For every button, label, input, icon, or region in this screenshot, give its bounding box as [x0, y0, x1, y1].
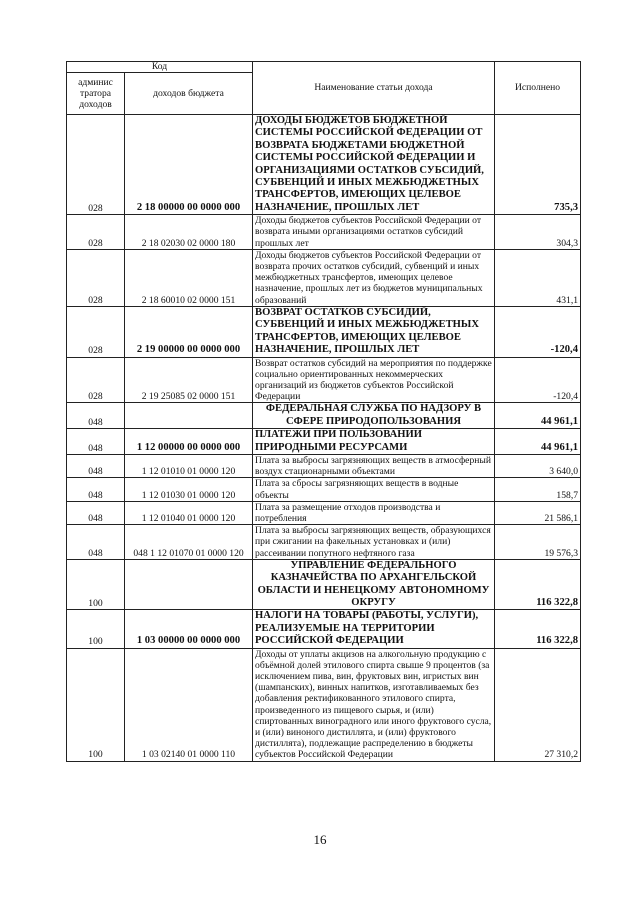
executed-value: 19 576,3 [495, 525, 581, 560]
item-name: Плата за выбросы загрязняющих веществ, образующихся при сжигании на факельных установках и (или) рассеивании попутного нефтяного газа [253, 525, 495, 560]
header-admin: админис тратора доходов [67, 73, 125, 115]
admin-code: 048 [67, 403, 125, 429]
income-code [125, 559, 253, 610]
table-row [67, 454, 581, 477]
income-code: 1 12 00000 00 0000 000 [125, 429, 253, 455]
header-name: Наименование статьи дохода [253, 62, 495, 115]
executed-value: 44 961,1 [495, 403, 581, 429]
item-name: ПЛАТЕЖИ ПРИ ПОЛЬЗОВАНИИ ПРИРОДНЫМИ РЕСУРСАМИ [253, 429, 495, 455]
executed-value: 3 640,0 [495, 454, 581, 477]
executed-value: 116 322,8 [495, 559, 581, 610]
admin-code: 048 [67, 454, 125, 477]
item-name: Доходы бюджетов субъектов Российской Федерации от возврата иными организациями остатков субсидий прошлых лет [253, 215, 495, 250]
executed-value: 431,1 [495, 249, 581, 306]
executed-value: 116 322,8 [495, 610, 581, 648]
income-code: 2 19 00000 00 0000 000 [125, 306, 253, 357]
income-code: 1 03 02140 01 0000 110 [125, 648, 253, 761]
table-row [67, 215, 581, 250]
executed-value: -120,4 [495, 357, 581, 403]
table-row [67, 559, 581, 610]
executed-value: 27 310,2 [495, 648, 581, 761]
table-row [67, 478, 581, 501]
table-row [67, 525, 581, 560]
income-code: 1 12 01010 01 0000 120 [125, 454, 253, 477]
item-name: Плата за сбросы загрязняющих веществ в водные объекты [253, 478, 495, 501]
income-code: 1 03 00000 00 0000 000 [125, 610, 253, 648]
admin-code: 100 [67, 648, 125, 761]
table-row [67, 501, 581, 524]
item-name: ВОЗВРАТ ОСТАТКОВ СУБСИДИЙ, СУБВЕНЦИЙ И ИНЫХ МЕЖБЮДЖЕТНЫХ ТРАНСФЕРТОВ, ИМЕЮЩИХ ЦЕЛЕВОЕ НАЗНАЧЕНИЕ, ПРОШЛЫХ ЛЕТ [253, 306, 495, 357]
admin-code: 028 [67, 357, 125, 403]
executed-value: -120,4 [495, 306, 581, 357]
executed-value: 44 961,1 [495, 429, 581, 455]
admin-code: 028 [67, 306, 125, 357]
revenue-table [66, 61, 581, 762]
table-row [67, 429, 581, 455]
table-row [67, 115, 581, 215]
executed-value: 735,3 [495, 115, 581, 215]
admin-code: 048 [67, 501, 125, 524]
item-name: НАЛОГИ НА ТОВАРЫ (РАБОТЫ, УСЛУГИ), РЕАЛИЗУЕМЫЕ НА ТЕРРИТОРИИ РОССИЙСКОЙ ФЕДЕРАЦИИ [253, 610, 495, 648]
item-name: УПРАВЛЕНИЕ ФЕДЕРАЛЬНОГО КАЗНАЧЕЙСТВА ПО АРХАНГЕЛЬСКОЙ ОБЛАСТИ И НЕНЕЦКОМУ АВТОНОМНОМУ ОКРУГУ [253, 559, 495, 610]
table-row [67, 403, 581, 429]
executed-value: 158,7 [495, 478, 581, 501]
item-name: ДОХОДЫ БЮДЖЕТОВ БЮДЖЕТНОЙ СИСТЕМЫ РОССИЙСКОЙ ФЕДЕРАЦИИ ОТ ВОЗВРАТА БЮДЖЕТАМИ БЮДЖЕТНОЙ СИСТЕМЫ РОССИЙСКОЙ ФЕДЕРАЦИИ И ОРГАНИЗАЦИЯМИ ОСТАТКОВ СУБСИДИЙ, СУБВЕНЦИЙ И ИНЫХ МЕЖБЮДЖЕТНЫХ ТРАНСФЕРТОВ, ИМЕЮЩИХ ЦЕЛЕВОЕ НАЗНАЧЕНИЕ, ПРОШЛЫХ ЛЕТ [253, 115, 495, 215]
table-row [67, 648, 581, 761]
admin-code: 028 [67, 249, 125, 306]
admin-code: 048 [67, 478, 125, 501]
admin-code: 100 [67, 559, 125, 610]
admin-code: 028 [67, 115, 125, 215]
header-executed: Исполнено [495, 62, 581, 115]
header-income-code: доходов бюджета [125, 73, 253, 115]
page-number: 16 [313, 832, 327, 847]
item-name: ФЕДЕРАЛЬНАЯ СЛУЖБА ПО НАДЗОРУ В СФЕРЕ ПРИРОДОПОЛЬЗОВАНИЯ [253, 403, 495, 429]
item-name: Доходы бюджетов субъектов Российской Федерации от возврата прочих остатков субсидий, субвенций и иных межбюджетных трансфертов, имеющих целевое назначение, прошлых лет из бюджетов муниципальных образований [253, 249, 495, 306]
executed-value: 21 586,1 [495, 501, 581, 524]
income-code [125, 403, 253, 429]
admin-code: 048 [67, 429, 125, 455]
income-code: 1 12 01040 01 0000 120 [125, 501, 253, 524]
admin-code: 048 [67, 525, 125, 560]
item-name: Доходы от уплаты акцизов на алкогольную продукцию с объёмной долей этилового спирта свыше 9 процентов (за исключением пива, вин, фруктовых вин, игристых вин (шампанских), винных напитков, изготавливаемых без добавления ректификованного этилового спирта, произведенного из пищевого сырья, и (или) спиртованных виноградного или иного фруктового сусла, и (или) виноного дистиллята, и (или) фруктового дистиллята), подлежащие распределению в бюджеты субъектов Российской Федерации [253, 648, 495, 761]
income-code: 2 18 60010 02 0000 151 [125, 249, 253, 306]
income-code: 1 12 01030 01 0000 120 [125, 478, 253, 501]
table-row [67, 357, 581, 403]
income-code: 2 18 00000 00 0000 000 [125, 115, 253, 215]
admin-code: 100 [67, 610, 125, 648]
item-name: Плата за выбросы загрязняющих веществ в атмосферный воздух стационарными объектами [253, 454, 495, 477]
table-row [67, 249, 581, 306]
admin-code: 028 [67, 215, 125, 250]
item-name: Плата за размещение отходов производства и потребления [253, 501, 495, 524]
executed-value: 304,3 [495, 215, 581, 250]
income-code: 2 18 02030 02 0000 180 [125, 215, 253, 250]
item-name: Возврат остатков субсидий на мероприятия по поддержке социально ориентированных некоммерческих организаций из бюджетов субъектов Российской Федерации [253, 357, 495, 403]
header-code: Код [67, 62, 253, 73]
income-code: 048 1 12 01070 01 0000 120 [125, 525, 253, 560]
income-code: 2 19 25085 02 0000 151 [125, 357, 253, 403]
table-row [67, 610, 581, 648]
table-row [67, 306, 581, 357]
